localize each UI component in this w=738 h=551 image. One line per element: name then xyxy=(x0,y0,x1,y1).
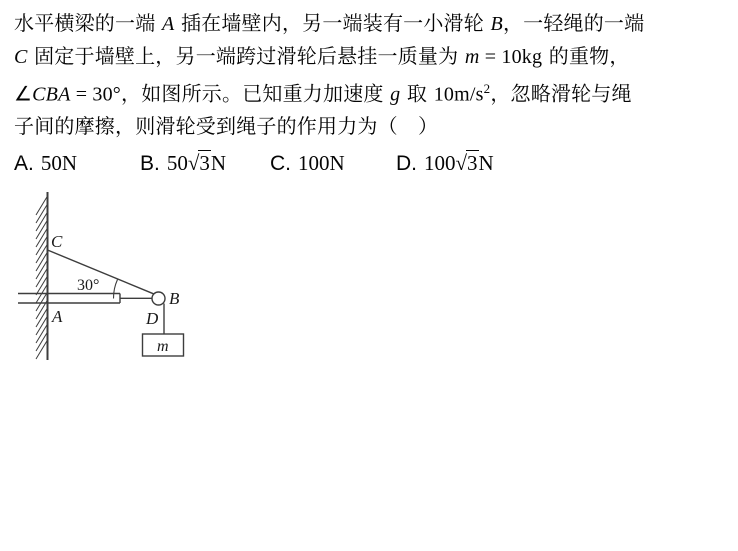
option-c xyxy=(270,151,345,176)
option-value: 50N xyxy=(40,151,78,175)
radicand: 3 xyxy=(467,151,478,175)
problem-line-2 xyxy=(14,41,728,74)
option-letter: A. xyxy=(14,152,34,175)
radical-sign: √ xyxy=(187,151,200,175)
value-prefix: 100 xyxy=(424,151,456,175)
value-prefix: 50 xyxy=(166,151,188,175)
option-letter: D. xyxy=(396,152,417,175)
pulley xyxy=(152,292,165,305)
problem-line-1 xyxy=(14,8,728,41)
math-value: = 10kg xyxy=(479,45,543,68)
label-c: C xyxy=(51,232,63,251)
problem-line-3 xyxy=(14,73,728,111)
angle-symbol: ∠ xyxy=(14,83,33,106)
text-segment: 取 xyxy=(400,81,434,106)
option-value: 100N xyxy=(298,151,345,175)
angle-arc xyxy=(113,280,117,299)
option-letter: B. xyxy=(140,152,160,175)
text-segment: ，如图所示。已知重力加速度 xyxy=(121,81,391,106)
physics-diagram xyxy=(0,185,230,380)
radicand: 3 xyxy=(199,151,210,175)
option-d xyxy=(396,151,494,176)
text-segment: 水平横梁的一端 xyxy=(14,11,162,35)
label-m: m xyxy=(157,338,169,355)
option-value xyxy=(424,151,494,175)
math-var-m: m xyxy=(464,45,480,68)
value-unit: N xyxy=(478,151,494,175)
option-a xyxy=(14,151,77,176)
problem-statement xyxy=(14,8,728,143)
radical-sign: √ xyxy=(455,151,468,175)
option-letter: C. xyxy=(270,152,291,175)
beam xyxy=(18,294,120,304)
math-var-a: A xyxy=(161,13,175,35)
math-value: = 30° xyxy=(70,83,121,106)
text-segment: 插在墙壁内，另一端装有一小滑轮 xyxy=(174,11,491,35)
text-segment: 子间的摩擦，则滑轮受到绳子的作用力为（ ） xyxy=(14,114,439,139)
label-d: D xyxy=(146,309,159,328)
math-var-c: C xyxy=(14,45,28,68)
text-segment: 的重物， xyxy=(542,43,630,68)
option-value xyxy=(167,151,226,175)
math-var-b: B xyxy=(490,13,503,35)
option-b xyxy=(140,151,226,176)
rope-cb xyxy=(48,250,154,294)
text-segment: 固定于墙壁上，另一端跨过滑轮后悬挂一质量为 xyxy=(27,43,465,68)
label-a: A xyxy=(52,307,63,326)
math-var-cba: CBA xyxy=(32,83,71,106)
exponent: 2 xyxy=(483,81,491,96)
answer-options xyxy=(0,151,738,181)
label-angle: 30° xyxy=(77,277,100,294)
math-value: 10m/s xyxy=(433,83,484,106)
wall-hatching xyxy=(36,196,48,359)
label-b: B xyxy=(169,289,180,308)
math-var-g: g xyxy=(390,83,401,106)
value-unit: N xyxy=(210,151,227,175)
problem-line-4 xyxy=(14,111,728,143)
text-segment: ，一轻绳的一端 xyxy=(502,11,645,35)
text-segment: ，忽略滑轮与绳 xyxy=(490,81,632,106)
